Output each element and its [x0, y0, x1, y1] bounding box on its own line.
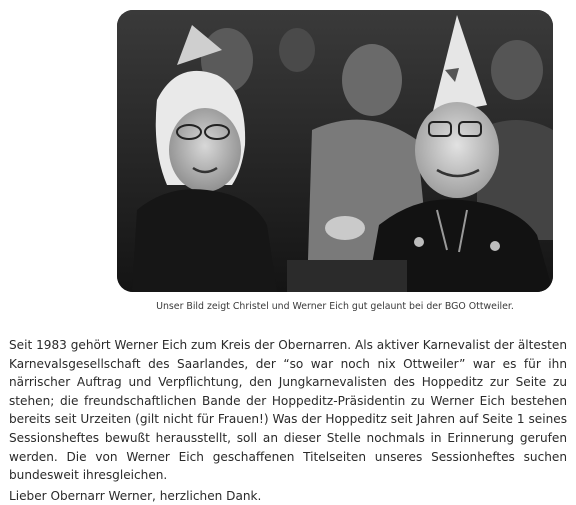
photo-caption: Unser Bild zeigt Christel und Werner Eich gut gelaunt bei der BGO Ottweiler.: [156, 301, 514, 312]
event-photo: [117, 10, 553, 292]
article-closing: Lieber Obernarr Werner, herzlichen Dank.: [9, 488, 262, 503]
photo-illustration: [117, 10, 553, 292]
article-paragraph: Seit 1983 gehört Werner Eich zum Kreis der Obernarren. Als aktiver Karnevalist der ältesten Karnevalsgesellschaft des Saarlandes, der “so war noch nix Ottweiler” war es für ihn närrischer Auftrag und Verpflichtung, den Jungkarnevalisten des Hoppeditz zur Seite zu stehen; die freundschaftlichen Bande der Hoppeditz-Präsidentin zu Werner Eich bestehen bereits seit Urzeiten (gilt nicht für Frauen!) Was der Hoppeditz seit Jahren auf Seite 1 seines Sessionsheftes bewußt herausstellt, soll an dieser Stelle nochmals in Erinnerung gerufen werden. Die von Werner Eich geschaffenen Titelseiten unseres Sessionheftes suchen bundesweit ihresgleichen.: [9, 338, 567, 483]
article-text: [9, 336, 567, 505]
